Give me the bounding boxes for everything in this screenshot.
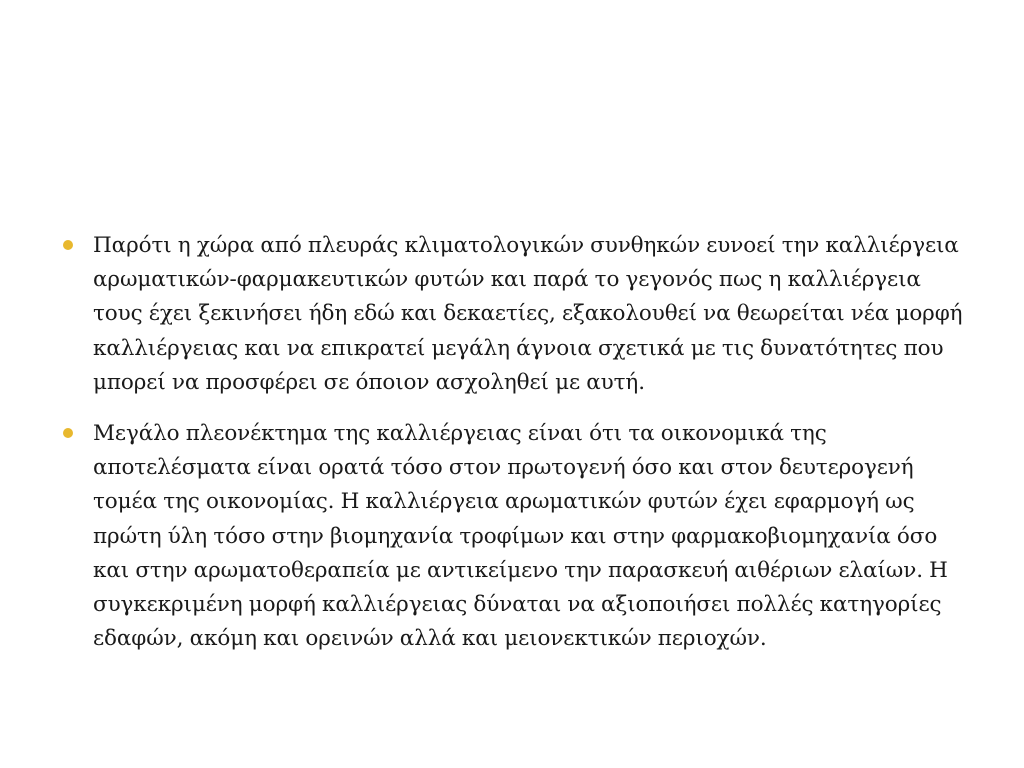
- bullet-item-1: [62, 229, 967, 400]
- bullet-dot-icon: [63, 428, 73, 438]
- bullet-list: [62, 229, 967, 656]
- bullet-item-2: [62, 417, 967, 656]
- bullet-dot-icon: [63, 240, 73, 250]
- bullet-text-2: Μεγάλο πλεονέκτημα της καλλιέργειας είναι ότι τα οικονομικά της αποτελέσματα είναι ορατά τόσο στον πρωτογενή όσο και στον δευτερογενή τομέα της οικονομίας. Η καλλιέργεια αρωματικών φυτών έχει εφαρμογή ως πρώτη ύλη τόσο στην βιομηχανία τροφίμων και στην φαρμακοβιομηχανία όσο και στην αρωματοθεραπεία με αντικείμενο την παρασκευή αιθέριων ελαίων. Η συγκεκριμένη μορφή καλλιέργειας δύναται να αξιοποιήσει πολλές κατηγορίες εδαφών, ακόμη και ορεινών αλλά και μειονεκτικών περιοχών.: [93, 421, 948, 652]
- bullet-text-1: Παρότι η χώρα από πλευράς κλιματολογικών συνθηκών ευνοεί την καλλιέργεια αρωματικών-φαρμακευτικών φυτών και παρά το γεγονός πως η καλλιέργεια τους έχει ξεκινήσει ήδη εδώ και δεκαετίες, εξακολουθεί να θεωρείται νέα μορφή καλλιέργειας και να επικρατεί μεγάλη άγνοια σχετικά με τις δυνατότητες που μπορεί να προσφέρει σε όποιον ασχοληθεί με αυτή.: [93, 233, 963, 395]
- slide-content: [62, 229, 967, 673]
